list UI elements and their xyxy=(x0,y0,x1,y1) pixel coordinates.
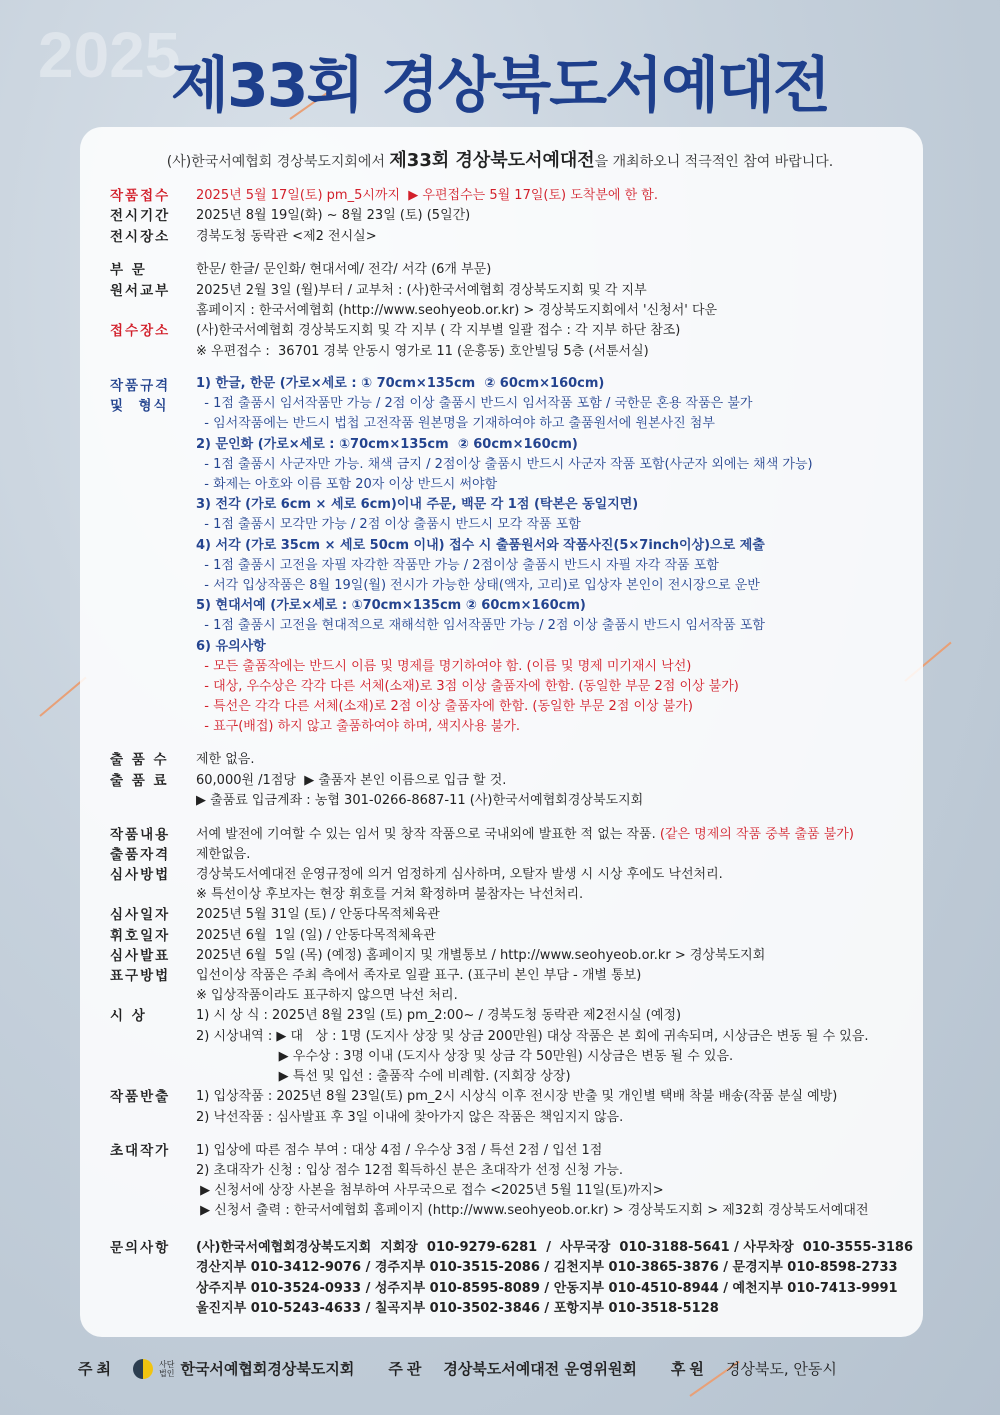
row-value xyxy=(196,986,910,1006)
row-value xyxy=(196,771,910,791)
row-label: 원서교부 xyxy=(110,283,171,299)
contact-line: 상주지부 010-3524-0933 / 성주지부 010-8595-8089 / 안동지부 010-4510-8944 / 예천지부 010-7413-9991 xyxy=(196,1280,898,1296)
info-row xyxy=(110,1181,910,1201)
row-value-text: 1) 입상작품 : 2025년 8월 23일(토) pm_2시 시상식 이후 전시장 반출 및 개인별 택배 착불 배송(작품 분실 예방) xyxy=(196,1089,838,1104)
row-value-text: 한문/ 한글/ 문인화/ 현대서예/ 전각/ 서각 (6개 부문) xyxy=(196,262,492,277)
row-value-text: (사)한국서예협회경상북도지회 지회장 010-9279-6281 / 사무국장 010-3188-5641 / 사무차장 010-3555-3186 xyxy=(196,1240,914,1255)
row-value-text: 홈페이지 : 한국서예협회 (http://www.seohyeob.or.kr) > 경상북도지회에서 '신청서' 다운 xyxy=(196,303,718,318)
row-value-text: 제한 없음. xyxy=(196,752,255,767)
row-value xyxy=(196,206,910,226)
row-value xyxy=(196,1201,910,1221)
info-row xyxy=(110,1141,910,1161)
row-label: 문의사항 xyxy=(110,1240,171,1256)
row-value xyxy=(196,1006,910,1026)
info-row xyxy=(110,1047,910,1067)
row-value-text: 입선이상 작품은 주최 측에서 족자로 일괄 표구. (표구비 본인 부담 - 개별 통보) xyxy=(196,968,642,983)
info-row xyxy=(110,227,910,247)
row-label xyxy=(110,1181,196,1201)
info-row xyxy=(110,342,910,362)
row-label: 작품반출 xyxy=(110,1089,171,1105)
page-title: 제33회 경상북도서예대전 xyxy=(171,51,829,121)
info-row xyxy=(110,771,910,791)
rule-line: - 서각 입상작품은 8월 19일(월) 전시가 가능한 상태(액자, 고리)로 입상자 본인이 전시장으로 운반 xyxy=(196,578,760,593)
row-value xyxy=(196,845,910,865)
rule-line: 5) 현대서예 (가로×세로 : ①70cm×135cm ② 60cm×160cm) xyxy=(196,598,586,614)
row-label xyxy=(110,1201,196,1221)
logo-small-text: 사단 법인 xyxy=(158,1359,175,1378)
rule-line: 3) 전각 (가로 6cm × 세로 6cm)이내 주문, 백문 각 1점 (탁본은 동일지면) xyxy=(196,497,639,513)
row-value-text: 2) 낙선작품 : 심사발표 후 3일 이내에 찾아가지 않은 작품은 책임지지 않음. xyxy=(196,1110,624,1125)
info-row xyxy=(110,1006,910,1026)
info-row xyxy=(110,986,910,1006)
organizer-label: 주관 xyxy=(388,1360,426,1378)
row-value-text: ※ 입상작품이라도 표구하지 않으면 낙선 처리. xyxy=(196,988,458,1003)
row-value-text: 1) 시 상 식 : 2025년 8월 23일 (토) pm_2:00~ / 경북도청 동락관 제2전시실 (예정) xyxy=(196,1008,682,1023)
info-row xyxy=(110,845,910,865)
row-label: 출품자격 xyxy=(110,847,171,863)
rules-label-2: 및 형식 xyxy=(110,398,169,414)
row-label: 휘호일자 xyxy=(110,928,171,944)
row-label: 심사방법 xyxy=(110,867,171,883)
row-label: 전시기간 xyxy=(110,208,171,224)
row-value xyxy=(196,791,910,811)
row-value-text: (사)한국서예협회 경상북도지회 및 각 지부 ( 각 지부별 일괄 접수 : 각 지부 하단 참조) xyxy=(196,323,681,338)
info-row xyxy=(110,791,910,811)
info-row xyxy=(110,301,910,321)
intro-before: (사)한국서예협회 경상북도지회에서 xyxy=(166,154,390,170)
row-label: 초대작가 xyxy=(110,1143,171,1159)
row-value xyxy=(196,186,910,206)
sponsor-label: 후원 xyxy=(670,1360,708,1378)
row-value-text: ▶ 특선 및 입선 : 출품작 수에 비례함. (지회장 상장) xyxy=(196,1069,571,1084)
host-label: 주최 xyxy=(78,1360,115,1378)
row-label: 전시장소 xyxy=(110,229,171,245)
rule-line: 1) 한글, 한문 (가로×세로 : ① 70cm×135cm ② 60cm×160cm) xyxy=(196,376,605,391)
info-row xyxy=(110,926,910,946)
row-label xyxy=(110,885,196,905)
row-label: 심사일자 xyxy=(110,907,171,923)
row-value-text: 60,000원 /1점당 ▶ 출품자 본인 이름으로 입금 할 것. xyxy=(196,773,507,788)
row-value xyxy=(196,750,910,770)
info-row xyxy=(110,885,910,905)
rule-line: 2) 문인화 (가로×세로 : ①70cm×135cm ② 60cm×160cm) xyxy=(196,436,578,452)
row-value xyxy=(196,825,910,845)
association-logo-icon xyxy=(133,1359,153,1379)
year-watermark: 2025 xyxy=(38,19,181,91)
info-row xyxy=(110,186,910,206)
footer xyxy=(78,1358,928,1379)
row-label xyxy=(110,1108,196,1128)
row-value-text: 2025년 5월 17일(토) pm_5시까지 ▶ 우편접수는 5월 17일(토) 도착분에 한 함. xyxy=(196,188,658,203)
row-label xyxy=(110,1067,196,1087)
row-label: 작품접수 xyxy=(110,188,171,204)
rule-line: - 1점 출품시 모각만 가능 / 2점 이상 출품시 반드시 모각 작품 포함 xyxy=(196,517,581,533)
row-value xyxy=(196,260,910,280)
organizer-name: 경상북도서예대전 운영위원회 xyxy=(443,1360,637,1378)
row-value xyxy=(196,281,910,301)
host-name: 한국서예협회경상북도지회 xyxy=(180,1360,355,1378)
row-value-text: 2025년 8월 19일(화) ~ 8월 23일 (토) (5일간) xyxy=(196,208,471,223)
info-row xyxy=(110,1201,910,1221)
info-row xyxy=(110,966,910,986)
rule-line: - 표구(배접) 하지 않고 출품하여야 하며, 색지사용 불가. xyxy=(196,719,521,735)
row-label: 출 품 료 xyxy=(110,773,169,789)
row-value-text: 2025년 2월 3일 (월)부터 / 교부처 : (사)한국서예협회 경상북도지회 및 각 지부 xyxy=(196,283,647,298)
info-row xyxy=(110,260,910,280)
row-value-text: 2025년 6월 1일 (일) / 안동다목적체육관 xyxy=(196,928,436,943)
rule-line: - 모든 출품작에는 반드시 이름 및 명제를 명기하여야 함. (이름 및 명제 미기재시 낙선) xyxy=(196,658,692,674)
rule-line: - 특선은 각각 다른 서체(소재)로 2점 이상 출품자에 한함. (동일한 부문 2점 이상 불가) xyxy=(196,699,693,715)
row-value xyxy=(196,905,910,925)
info-row xyxy=(110,1087,910,1107)
rule-line: - 대상, 우수상은 각각 다른 서체(소재)로 3점 이상 출품자에 한함. (동일한 부문 2점 이상 불가) xyxy=(196,679,739,694)
row-value xyxy=(196,301,910,321)
row-value xyxy=(196,1238,913,1258)
rule-line: - 1점 출품시 사군자만 가능. 채색 금지 / 2점이상 출품시 반드시 사군자 작품 포함(사군자 외에는 채색 가능) xyxy=(196,456,813,472)
row-label: 접수장소 xyxy=(110,323,171,339)
row-value xyxy=(196,926,910,946)
intro-text xyxy=(0,146,1000,172)
row-value-text: 제한없음. xyxy=(196,847,251,862)
row-value-text: 2025년 6월 5일 (목) (예정) 홈페이지 및 개별통보 / http://www.seohyeob.or.kr > 경상북도지회 xyxy=(196,948,766,963)
intro-highlight: 제33회 경상북도서예대전 xyxy=(389,150,595,171)
info-row xyxy=(110,946,910,966)
info-row xyxy=(110,206,910,226)
row-value-text: 경북도청 동락관 <제2 전시실> xyxy=(196,229,377,244)
row-value xyxy=(196,321,910,341)
rule-line: - 임서작품에는 반드시 법첩 고전작품 원본명을 기재하여야 하고 출품원서에 원본사진 첨부 xyxy=(196,416,715,432)
sponsor-name: 경상북도, 안동시 xyxy=(725,1360,837,1378)
info-row xyxy=(110,1027,910,1047)
row-label: 시 상 xyxy=(110,1008,147,1024)
row-value-text: 1) 입상에 따른 점수 부여 : 대상 4점 / 우수상 3점 / 특선 2점 / 입선 1점 xyxy=(196,1143,603,1158)
row-value xyxy=(196,1027,910,1047)
row-value-note: (같은 명제의 작품 중복 출품 불가) xyxy=(659,827,854,842)
row-value-text: ▶ 우수상 : 3명 이내 (도지사 상장 및 상금 각 50만원) 시상금은 변동 될 수 있음. xyxy=(196,1049,734,1064)
row-label: 표구방법 xyxy=(110,968,171,984)
row-label: 심사발표 xyxy=(110,948,171,964)
rule-line: - 1점 출품시 임서작품만 가능 / 2점 이상 출품시 반드시 임서작품 포함 / 국한문 혼용 작품은 불가 xyxy=(196,396,753,412)
info-row xyxy=(110,1238,914,1258)
row-value xyxy=(196,966,910,986)
row-label xyxy=(110,301,196,321)
rules-label: 작품규격 xyxy=(110,378,171,394)
rule-line: 6) 유의사항 xyxy=(196,638,266,654)
row-label xyxy=(110,342,196,362)
row-value-text: ※ 특선이상 후보자는 현장 휘호를 거쳐 확정하며 불참자는 낙선처리. xyxy=(196,887,584,902)
rule-line: - 1점 출품시 고전을 현대적으로 재해석한 임서작품만 가능 / 2점 이상 출품시 반드시 임서작품 포함 xyxy=(196,618,765,634)
row-value xyxy=(196,1047,910,1067)
row-value-text: 2025년 5월 31일 (토) / 안동다목적체육관 xyxy=(196,907,440,922)
row-label xyxy=(110,791,196,811)
rule-line: 4) 서각 (가로 35cm × 세로 50cm 이내) 접수 시 출품원서와 작품사진(5×7inch이상)으로 제출 xyxy=(196,537,765,553)
info-row xyxy=(110,321,910,341)
row-value xyxy=(196,1161,910,1181)
row-label: 작품내용 xyxy=(110,827,171,843)
row-value xyxy=(196,1087,910,1107)
rule-line: - 화제는 아호와 이름 포함 20자 이상 반드시 써야함 xyxy=(196,477,498,492)
row-value-text: 서예 발전에 기여할 수 있는 임서 및 창작 작품으로 국내외에 발표한 적 없는 작품. xyxy=(196,827,660,842)
row-label xyxy=(110,986,196,1006)
row-label: 부 문 xyxy=(110,262,147,278)
row-value xyxy=(196,227,910,247)
row-value xyxy=(196,1108,910,1128)
row-value xyxy=(196,342,910,362)
row-label xyxy=(110,1161,196,1181)
row-value-text: ▶ 신청서 출력 : 한국서예협회 홈페이지 (http://www.seohyeob.or.kr) > 경상북도지회 > 제32회 경상북도서예대전 xyxy=(196,1203,869,1218)
info-row xyxy=(110,1067,910,1087)
info-row xyxy=(110,750,910,770)
row-value-text: 2) 초대작가 신청 : 입상 점수 12점 획득하신 분은 초대작가 선정 신청 가능. xyxy=(196,1163,624,1178)
row-value-text: 경상북도서예대전 운영규정에 의거 엄정하게 심사하며, 오탈자 발생 시 시상 후에도 낙선처리. xyxy=(196,867,723,882)
info-row xyxy=(110,1108,910,1128)
contact-line: 울진지부 010-5243-4633 / 칠곡지부 010-3502-3846 / 포항지부 010-3518-5128 xyxy=(196,1300,719,1316)
row-label: 출 품 수 xyxy=(110,752,169,768)
row-value-text: 2) 시상내역 : ▶ 대 상 : 1명 (도지사 상장 및 상금 200만원) 대상 작품은 본 회에 귀속되며, 시상금은 변동 될 수 있음. xyxy=(196,1029,869,1044)
row-value xyxy=(196,885,910,905)
row-label xyxy=(110,1047,196,1067)
row-value xyxy=(196,946,910,966)
row-label xyxy=(110,1027,196,1047)
row-value xyxy=(196,1181,910,1201)
rule-line: - 1점 출품시 고전을 자필 자각한 작품만 가능 / 2점이상 출품시 반드시 자필 자각 작품 포함 xyxy=(196,557,719,573)
row-value-text: ※ 우편접수 : 36701 경북 안동시 영가로 11 (운흥동) 호안빌딩 5층 (서툰서실) xyxy=(196,344,649,359)
info-row xyxy=(110,905,910,925)
info-row xyxy=(110,281,910,301)
info-row xyxy=(110,865,910,885)
row-value xyxy=(196,1067,910,1087)
contact-line: 경산지부 010-3412-9076 / 경주지부 010-3515-2086 / 김천지부 010-3865-3876 / 문경지부 010-8598-2733 xyxy=(196,1260,898,1276)
row-value-text: ▶ 신청서에 상장 사본을 첨부하여 사무국으로 접수 <2025년 5월 11일(토)까지> xyxy=(196,1183,664,1198)
row-value xyxy=(196,1141,910,1161)
row-value-text: ▶ 출품료 입금계좌 : 농협 301-0266-8687-11 (사)한국서예협회경상북도지회 xyxy=(196,793,644,808)
info-row xyxy=(110,825,910,845)
row-value xyxy=(196,865,910,885)
intro-after: 을 개최하오니 적극적인 참여 바랍니다. xyxy=(594,154,834,170)
info-row xyxy=(110,1161,910,1181)
